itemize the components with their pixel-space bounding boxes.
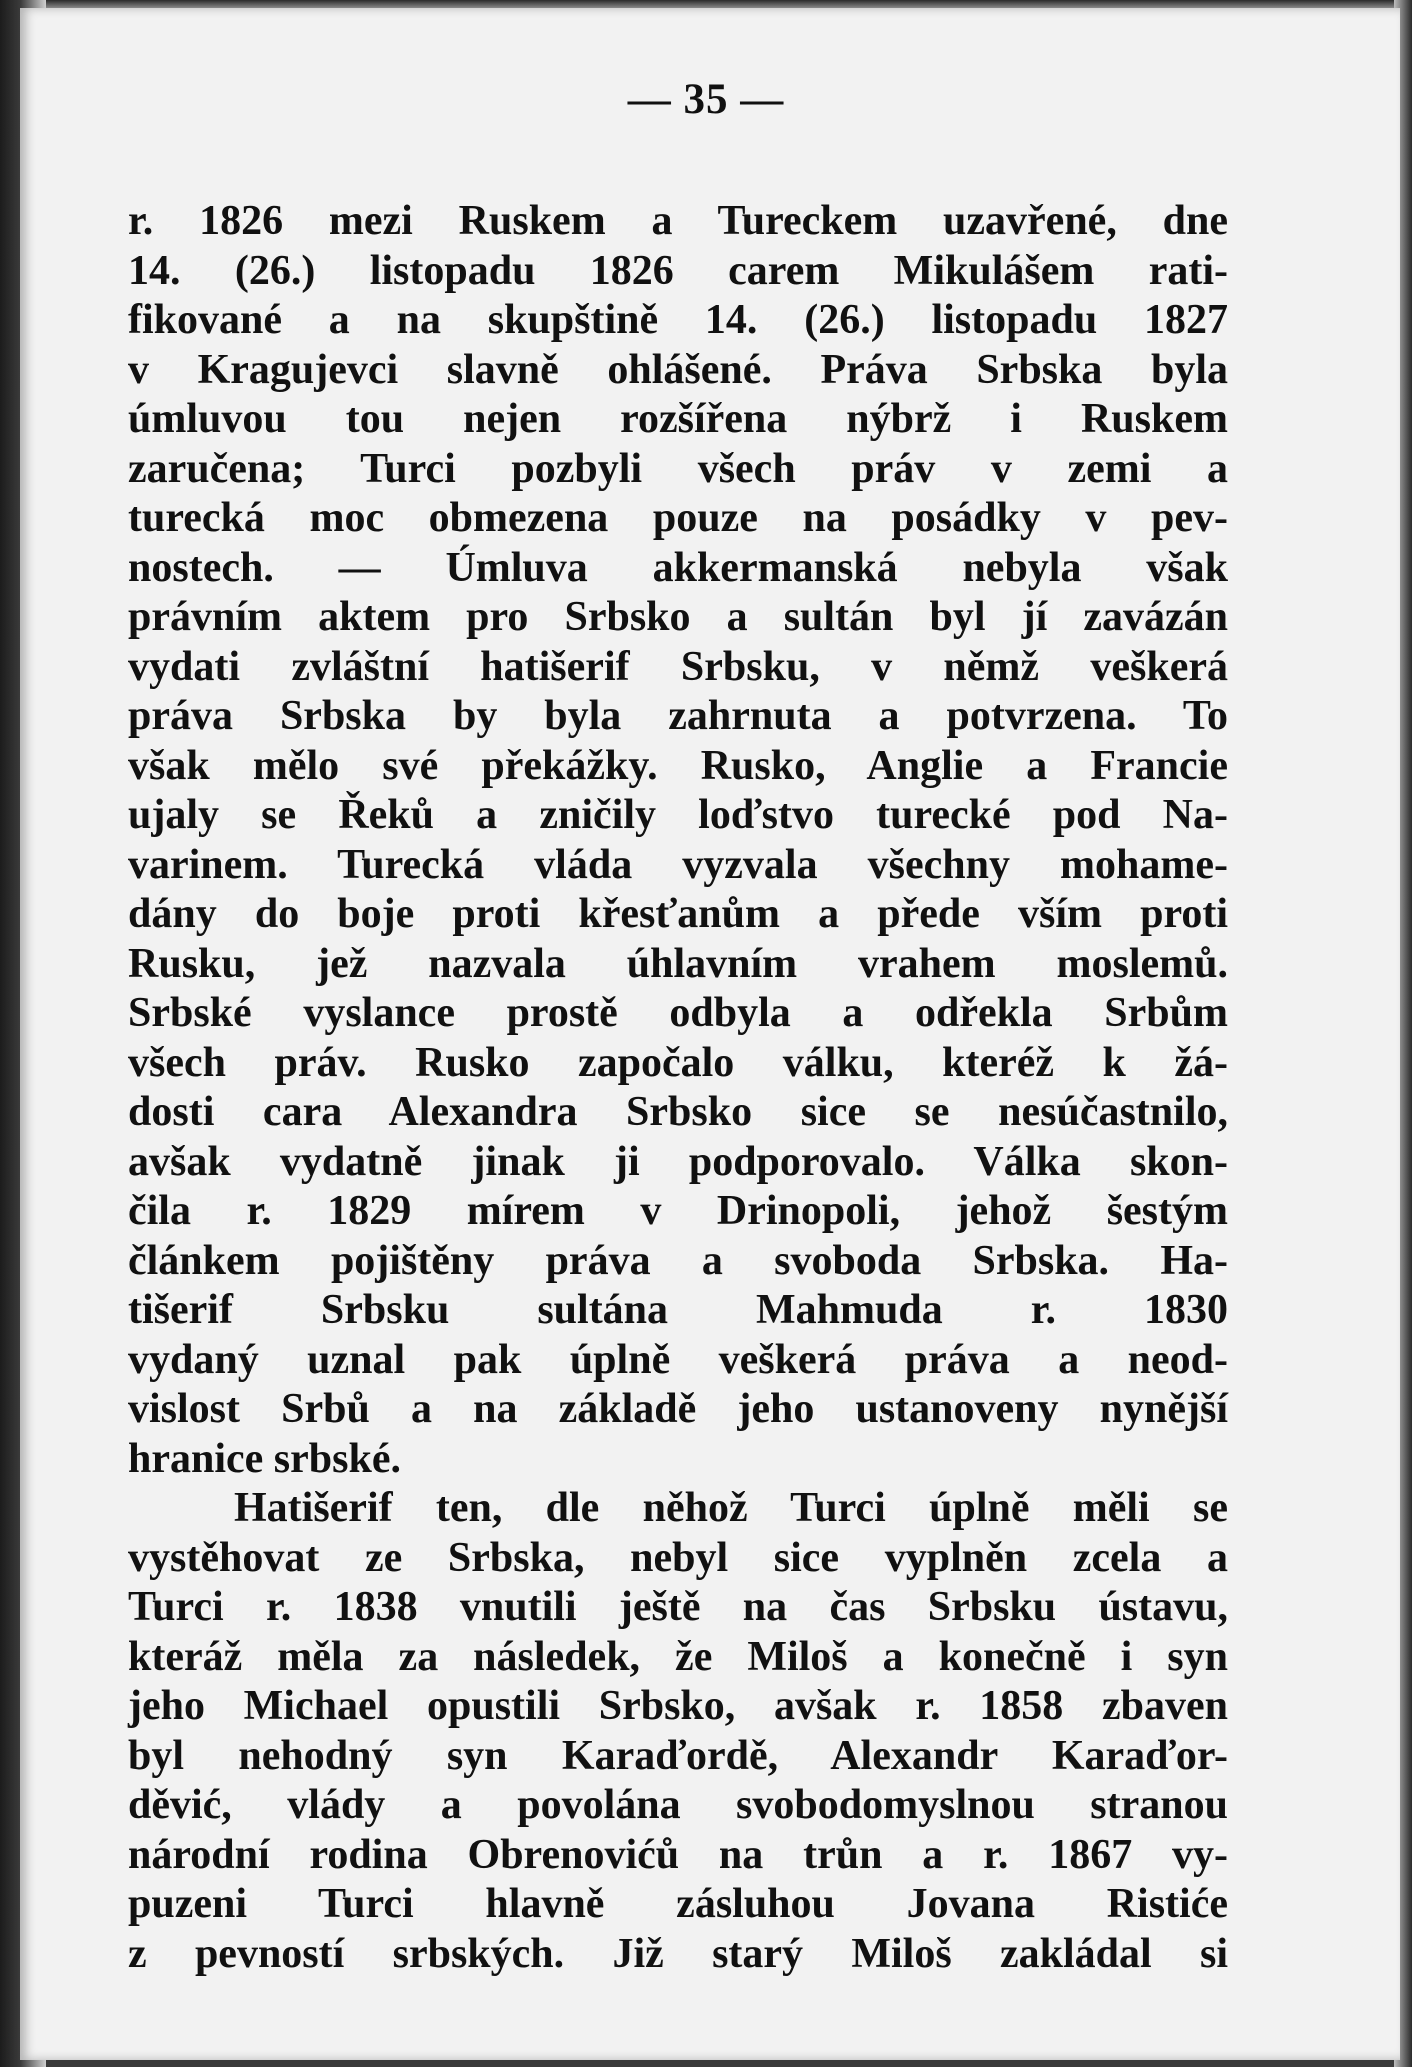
- text-line: úmluvou tou nejen rozšířena nýbrž i Ruskem: [128, 396, 1228, 442]
- text-line: dány do boje proti křesťanům a přede vším proti: [128, 891, 1228, 937]
- text-line: dosti cara Alexandra Srbsko sice se nesúčastnilo,: [128, 1089, 1228, 1135]
- text-line: Hatišerif ten, dle něhož Turci úplně měli se: [234, 1485, 1228, 1531]
- page-number: — 35 —: [627, 76, 785, 123]
- text-line: vydaný uznal pak úplně veškerá práva a neod-: [128, 1336, 1228, 1383]
- text-line: tišerif Srbsku sultána Mahmuda r. 1830: [128, 1287, 1228, 1333]
- text-line: 14. (26.) listopadu 1826 carem Mikulášem rati-: [128, 247, 1228, 294]
- text-line: puzeni Turci hlavně zásluhou Jovana Ristiće: [128, 1881, 1228, 1927]
- text-line: nostech. — Úmluva akkermanská nebyla však: [128, 544, 1228, 591]
- text-line: vislost Srbů a na základě jeho ustanoveny nynější: [128, 1386, 1228, 1432]
- text-line: avšak vydatně jinak ji podporovalo. Válka skon-: [128, 1138, 1228, 1185]
- text-line: turecká moc obmezena pouze na posádky v pev-: [128, 495, 1228, 541]
- text-line: zaručena; Turci pozbyli všech práv v zemi a: [128, 445, 1228, 492]
- text-line: hranice srbské.: [128, 1435, 401, 1482]
- text-line: děvić, vlády a povolána svobodomyslnou stranou: [128, 1782, 1228, 1828]
- text-line: jeho Michael opustili Srbsko, avšak r. 1858 zbaven: [128, 1683, 1228, 1729]
- text-line: právním aktem pro Srbsko a sultán byl jí zavázán: [128, 594, 1228, 640]
- text-line: z pevností srbských. Již starý Miloš zakládal si: [128, 1930, 1228, 1977]
- text-line: vystěhovat ze Srbska, nebyl sice vyplněn zcela a: [128, 1534, 1228, 1581]
- text-line: všech práv. Rusko započalo válku, kteréž k žá-: [128, 1039, 1228, 1086]
- text-line: r. 1826 mezi Ruskem a Tureckem uzavřené, dne: [128, 198, 1228, 244]
- text-line: však mělo své překážky. Rusko, Anglie a Francie: [128, 742, 1228, 789]
- text-line: kteráž měla za následek, že Miloš a konečně i syn: [128, 1633, 1228, 1680]
- text-line: varinem. Turecká vláda vyzvala všechny mohame-: [128, 841, 1228, 888]
- text-line: byl nehodný syn Karaďordě, Alexandr Karaďor-: [128, 1732, 1228, 1779]
- text-line: národní rodina Obrenovićů na trůn a r. 1867 vy-: [128, 1831, 1228, 1878]
- text-line: čila r. 1829 mírem v Drinopoli, jehož šestým: [128, 1188, 1228, 1234]
- text-line: ujaly se Řeků a zničily loďstvo turecké pod Na-: [128, 792, 1228, 838]
- text-line: Turci r. 1838 vnutili ještě na čas Srbsku ústavu,: [128, 1584, 1228, 1630]
- text-line: fikované a na skupštině 14. (26.) listopadu 1827: [128, 297, 1228, 343]
- text-line: Srbské vyslance prostě odbyla a odřekla Srbům: [128, 990, 1228, 1036]
- body-text: [128, 197, 1228, 1979]
- text-line: práva Srbska by byla zahrnuta a potvrzena. To: [128, 693, 1228, 739]
- text-line: Rusku, jež nazvala úhlavním vrahem moslemů.: [128, 940, 1228, 987]
- text-line: vydati zvláštní hatišerif Srbsku, v němž veškerá: [128, 643, 1228, 690]
- text-line: v Kragujevci slavně ohlášené. Práva Srbska byla: [128, 346, 1228, 393]
- text-line: článkem pojištěny práva a svoboda Srbska. Ha-: [128, 1237, 1228, 1284]
